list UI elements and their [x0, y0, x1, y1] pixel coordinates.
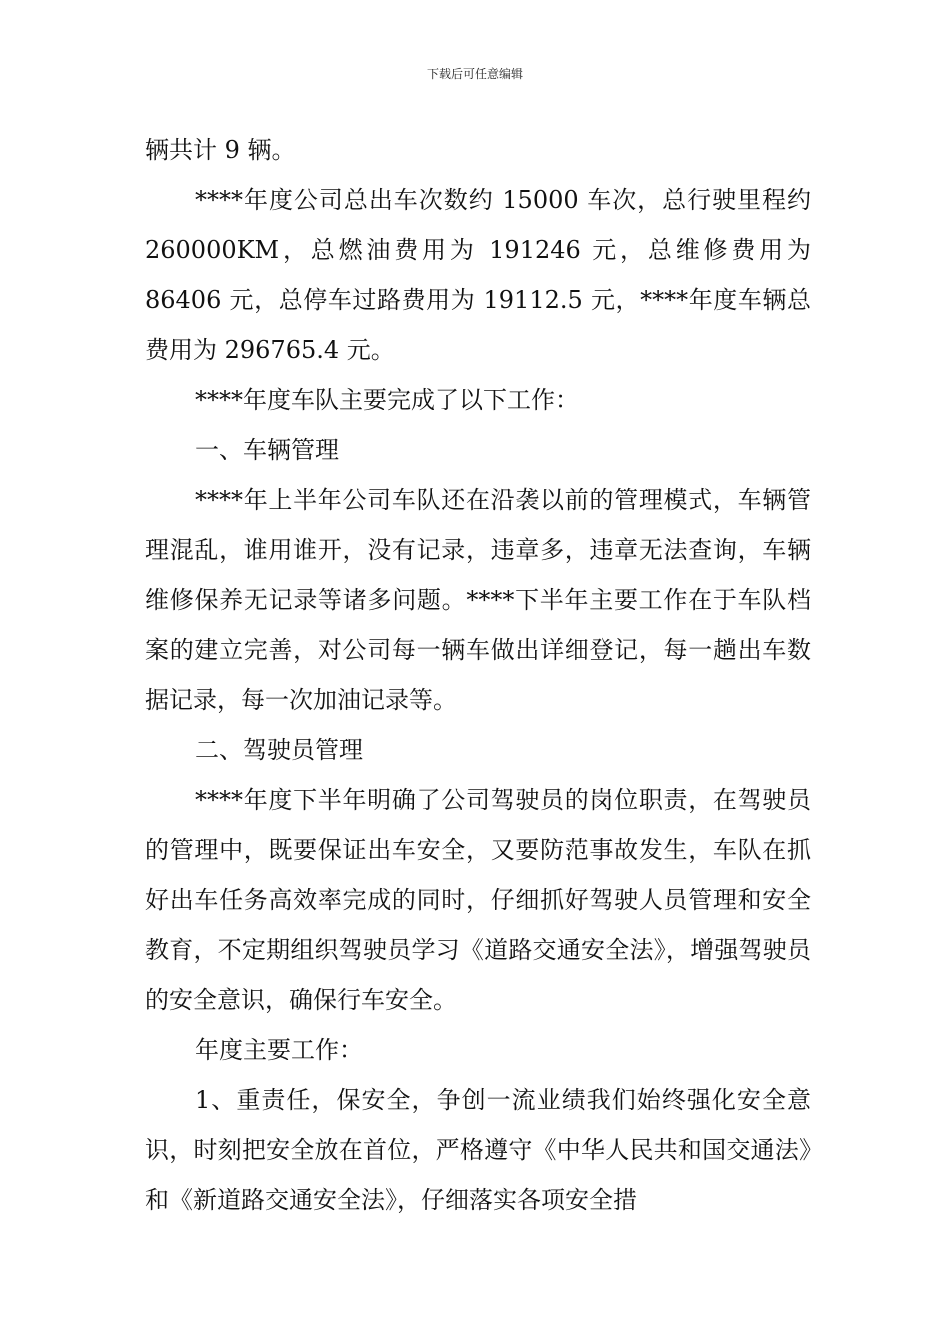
paragraph-work-summary-intro: ****年度车队主要完成了以下工作：: [195, 386, 579, 414]
page-header: 下载后可任意编辑: [426, 67, 523, 81]
paragraph-vehicle-count: 辆共计 9 辆。: [145, 136, 296, 164]
section-heading-vehicle-management: 一、车辆管理: [195, 436, 339, 464]
paragraph-driver-management: ****年度下半年明确了公司驾驶员的岗位职责，在驾驶员的管理中，既要保证出车安全，又要防范事故发生，车队在抓好出车任务高效率完成的同时，仔细抓好驾驶人员管理和安全教育，不定期组织驾驶员学习《道路交通安全法》，增强驾驶员的安全意识，确保行车安全。: [145, 786, 811, 1014]
section-heading-annual-work: 年度主要工作：: [195, 1036, 363, 1064]
document-body: [145, 125, 811, 1225]
section-heading-driver-management: 二、驾驶员管理: [195, 736, 363, 764]
paragraph-safety-responsibility: 1、重责任，保安全，争创一流业绩我们始终强化安全意识，时刻把安全放在首位，严格遵守《中华人民共和国交通法》和《新道路交通安全法》，仔细落实各项安全措: [145, 1086, 811, 1214]
paragraph-annual-statistics: ****年度公司总出车次数约 15000 车次，总行驶里程约 260000KM，总燃油费用为 191246 元，总维修费用为 86406 元，总停车过路费用为 19112.5 元，****年度车辆总费用为 296765.4 元。: [145, 186, 811, 364]
paragraph-vehicle-management: ****年上半年公司车队还在沿袭以前的管理模式，车辆管理混乱，谁用谁开，没有记录，违章多，违章无法查询，车辆维修保养无记录等诸多问题。****下半年主要工作在于车队档案的建立完善，对公司每一辆车做出详细登记，每一趟出车数据记录，每一次加油记录等。: [145, 486, 811, 714]
